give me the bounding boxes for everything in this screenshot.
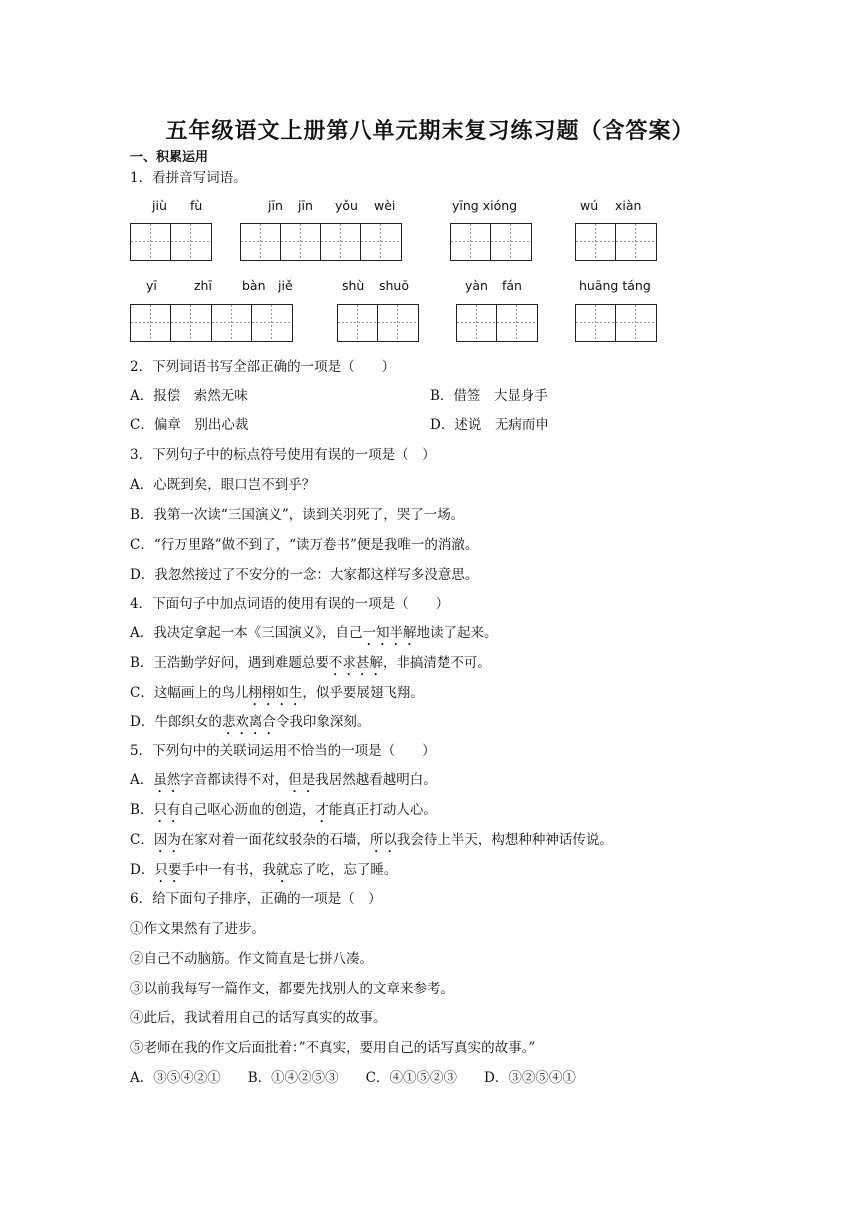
q6-sentence-3: ③以前我每写一篇作文，都要先找别人的文章来参考。 <box>130 981 454 997</box>
q2-option-d: D．述说 无病而申 <box>430 417 549 433</box>
pinyin: shuō <box>379 278 410 293</box>
dotted-word: 因为 <box>153 832 181 848</box>
pinyin: jīn <box>268 198 283 213</box>
q6-sentence-5: ⑤老师在我的作文后面批着：”不真实，要用自己的话写真实的故事。” <box>130 1040 536 1056</box>
dotted-word: 但是 <box>288 772 316 788</box>
dotted-word: 栩栩如生 <box>248 685 303 701</box>
dotted-word: 悲欢离合 <box>221 714 276 730</box>
q6-sentence-4: ④此后，我试着用自己的话写真实的故事。 <box>130 1010 387 1026</box>
q4-option-d: D．牛郎织女的悲欢离合令我印象深刻。 <box>130 714 371 730</box>
pinyin: zhī <box>194 278 212 293</box>
q4-option-c: C．这幅画上的鸟儿栩栩如生，似乎要展翅飞翔。 <box>130 685 424 701</box>
q2-option-c: C．偏章 别出心裁 <box>130 417 249 433</box>
pinyin: huāng táng <box>579 278 651 293</box>
pinyin: fù <box>190 198 203 213</box>
dotted-word: 不求甚解 <box>328 655 383 671</box>
pinyin: xiàn <box>615 198 642 213</box>
q3-option-a: A．心既到矣，眼口岂不到乎？ <box>130 477 316 493</box>
q5-option-a: A．虽然字音都读得不对，但是我居然越看越明白。 <box>130 772 437 788</box>
q5-option-c: C．因为在家对着一面花纹驳杂的石墙，所以我会待上半天，构想种种神话传说。 <box>130 832 613 848</box>
pinyin: yī <box>146 278 157 293</box>
writing-boxes[interactable] <box>575 223 657 261</box>
dotted-word: 一知半解 <box>362 625 417 641</box>
q4-stem: 4．下面句子中加点词语的使用有误的一项是（ ） <box>130 596 450 612</box>
pinyin: yīng xióng <box>452 198 518 213</box>
dotted-word: 就 <box>275 862 290 878</box>
writing-boxes[interactable] <box>450 223 532 261</box>
pinyin: yǒu <box>335 198 358 213</box>
writing-boxes[interactable] <box>130 304 212 342</box>
q3-option-c: C．“行万里路”做不到了，“读万卷书”便是我唯一的消澈。 <box>130 537 479 553</box>
writing-boxes[interactable] <box>456 304 538 342</box>
q6-sentence-1: ①作文果然有了进步。 <box>130 921 265 937</box>
dotted-word: 虽然 <box>153 772 181 788</box>
pinyin: jiě <box>278 278 293 293</box>
writing-boxes[interactable] <box>130 223 212 261</box>
document-title: 五年级语文上册第八单元期末复习练习题（含答案） <box>165 118 695 144</box>
pinyin: fán <box>502 278 522 293</box>
dotted-word: 只要 <box>154 862 182 878</box>
q1-stem: 1．看拼音写词语。 <box>130 170 247 186</box>
pinyin: shù <box>342 278 365 293</box>
q4-option-a: A．我决定拿起一本《三国演义》，自己一知半解地读了起来。 <box>130 625 498 641</box>
pinyin: jīn <box>298 198 313 213</box>
writing-boxes[interactable] <box>575 304 657 342</box>
dotted-word: 只有 <box>153 802 181 818</box>
section-heading: 一、积累运用 <box>130 150 209 165</box>
q6-sentence-2: ②自己不动脑筋。作文简直是七拼八凑。 <box>130 951 373 967</box>
pinyin: yàn <box>465 278 488 293</box>
q5-option-d: D．只要手中一有书，我就忘了吃，忘了睡。 <box>130 862 398 878</box>
pinyin: bàn <box>242 278 266 293</box>
q3-stem: 3．下列句子中的标点符号使用有误的一项是（ ） <box>130 447 436 463</box>
pinyin: wèi <box>374 198 396 213</box>
writing-boxes[interactable] <box>211 304 293 342</box>
q3-option-d: D．我忽然接过了不安分的一念：大家都这样写多没意思。 <box>130 567 479 583</box>
q2-option-a: A．报偿 索然无味 <box>130 388 248 404</box>
q2-option-b: B．借签 大显身手 <box>430 388 548 404</box>
q3-option-b: B．我第一次读“三国演义”，读到关羽死了，哭了一场。 <box>130 507 465 523</box>
pinyin: jiù <box>152 198 167 213</box>
pinyin: wú <box>580 198 599 213</box>
q5-option-b: B．只有自己呕心沥血的创造，才能真正打动人心。 <box>130 802 437 818</box>
writing-boxes[interactable] <box>337 304 419 342</box>
q5-stem: 5．下列句中的关联词运用不恰当的一项是（ ） <box>130 743 436 759</box>
dotted-word: 才 <box>315 802 329 818</box>
q2-stem: 2．下列词语书写全部正确的一项是（ ） <box>130 359 396 375</box>
q6-options: A．③⑤④②① B．①④②⑤③ C．④①⑤②③ D．③②⑤④① <box>130 1070 576 1086</box>
dotted-word: 所以 <box>369 832 397 848</box>
writing-boxes[interactable] <box>240 223 402 261</box>
q6-stem: 6．给下面句子排序，正确的一项是（ ） <box>130 891 382 907</box>
q4-option-b: B．王浩勤学好问，遇到难题总要不求甚解，非搞清楚不可。 <box>130 655 491 671</box>
